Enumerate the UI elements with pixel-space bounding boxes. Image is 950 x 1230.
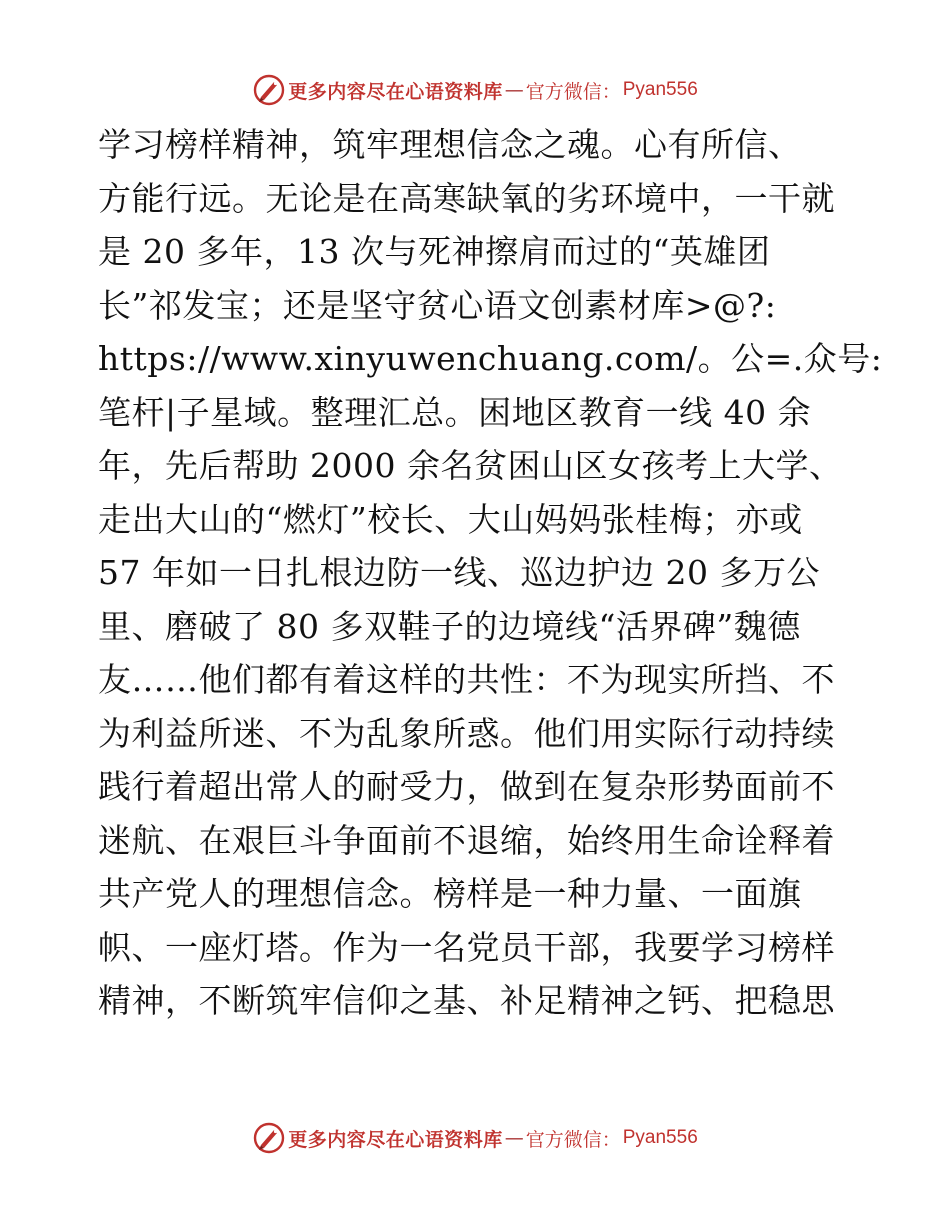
text-line: 里、磨破了 80 多双鞋子的边境线“活界碑”魏德 [98, 606, 801, 646]
text-line: 迷航、在艰巨斗争面前不退缩，始终用生命诠释着 [98, 820, 835, 860]
text-line: 为利益所迷、不为乱象所惑。他们用实际行动持续 [98, 713, 835, 753]
wechat-label: 官方微信： [525, 80, 621, 103]
wechat-id: Pyan556 [622, 79, 698, 100]
text-line: 年，先后帮助 2000 余名贫困山区女孩考上大学、 [98, 446, 843, 485]
text-line: 精神，不断筑牢信仰之基、补足精神之钙、把稳思 [98, 981, 835, 1020]
banner-separator: — [504, 79, 524, 101]
wechat-label: 官方微信： [525, 1128, 621, 1151]
text-line: 笔杆|子星域。整理汇总。困地区教育一线 40 余 [98, 392, 812, 432]
footer-banner [0, 1118, 950, 1158]
text-line: 长”祁发宝；还是坚守贫心语文创素材库>@?: [98, 285, 777, 325]
text-line-url: https://www.xinyuwenchuang.com/。公=.众号: [98, 339, 883, 378]
text-line: 57 年如一日扎根边防一线、巡边护边 20 多万公 [98, 553, 820, 592]
text-line: 是 20 多年，13 次与死神擦肩而过的“英雄团 [98, 232, 771, 271]
wechat-id: Pyan556 [622, 1127, 698, 1148]
banner-separator: — [504, 1127, 524, 1149]
pen-logo-icon [252, 73, 286, 107]
text-line: 践行着超出常人的耐受力，做到在复杂形势面前不 [98, 767, 835, 806]
text-line: 友……他们都有着这样的共性：不为现实所挡、不 [98, 660, 835, 699]
header-banner [0, 70, 950, 110]
text-line: 帜、一座灯塔。作为一名党员干部，我要学习榜样 [98, 927, 835, 967]
text-line: 方能行远。无论是在高寒缺氧的劣环境中，一干就 [98, 178, 835, 218]
banner-title: 更多内容尽在心语资料库 [288, 1128, 503, 1151]
text-line: 走出大山的“燃灯”校长、大山妈妈张桂梅；亦或 [98, 499, 803, 539]
document-body [98, 118, 883, 1028]
pen-logo-icon [252, 1121, 286, 1155]
banner-title: 更多内容尽在心语资料库 [288, 80, 503, 103]
text-line: 共产党人的理想信念。榜样是一种力量、一面旗 [98, 874, 802, 913]
text-line: 学习榜样精神，筑牢理想信念之魂。心有所信、 [98, 125, 802, 164]
